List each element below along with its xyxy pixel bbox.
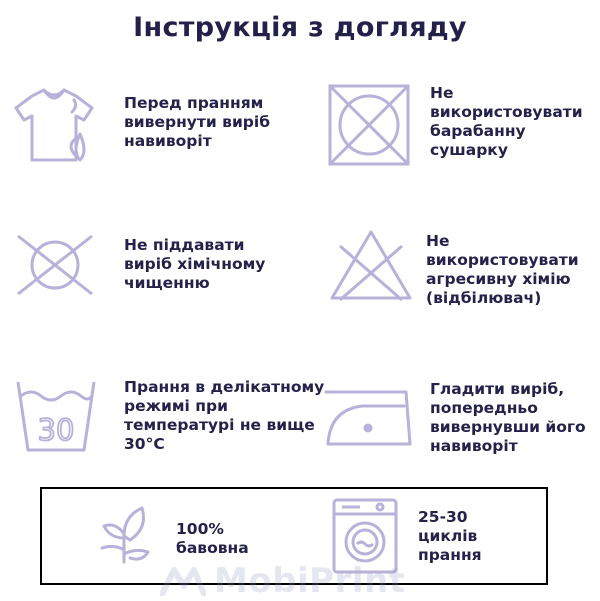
instruction-text-inside-out: Перед пранням вивернути виріб навиворіт (124, 94, 271, 150)
feature-text-wash-cycles: 25-30 циклів прання (418, 508, 482, 564)
watermark (160, 562, 460, 600)
no-dry-clean-icon (12, 232, 98, 298)
watermark-logo-icon (160, 566, 206, 596)
instruction-text-iron: Гладити виріб, попередньо вивернувши його навиворіт (430, 380, 586, 455)
iron-icon (322, 384, 418, 450)
no-bleach-icon (326, 228, 416, 304)
svg-text:30: 30 (37, 413, 75, 447)
instruction-text-no-dry-clean: Не піддавати виріб хімічному чищенню (124, 236, 266, 292)
inside-out-shirt-icon (14, 86, 102, 170)
watermark-text: MobiPrint (214, 561, 406, 601)
instruction-text-no-tumble-dry: Не використовувати барабанну сушарку (430, 84, 583, 159)
instruction-text-wash-30: Прання в делікатному режимі при температурі не вище 30°C (124, 378, 325, 453)
no-tumble-dry-icon (326, 82, 412, 168)
feature-text-cotton: 100% бавовна (176, 520, 249, 557)
instruction-text-no-bleach: Не використовувати агресивну хімію (відбілювач) (426, 232, 579, 307)
wash-30-icon (14, 376, 98, 456)
page-title: Інструкція з догляду (133, 12, 467, 43)
leaf-icon (94, 504, 158, 568)
